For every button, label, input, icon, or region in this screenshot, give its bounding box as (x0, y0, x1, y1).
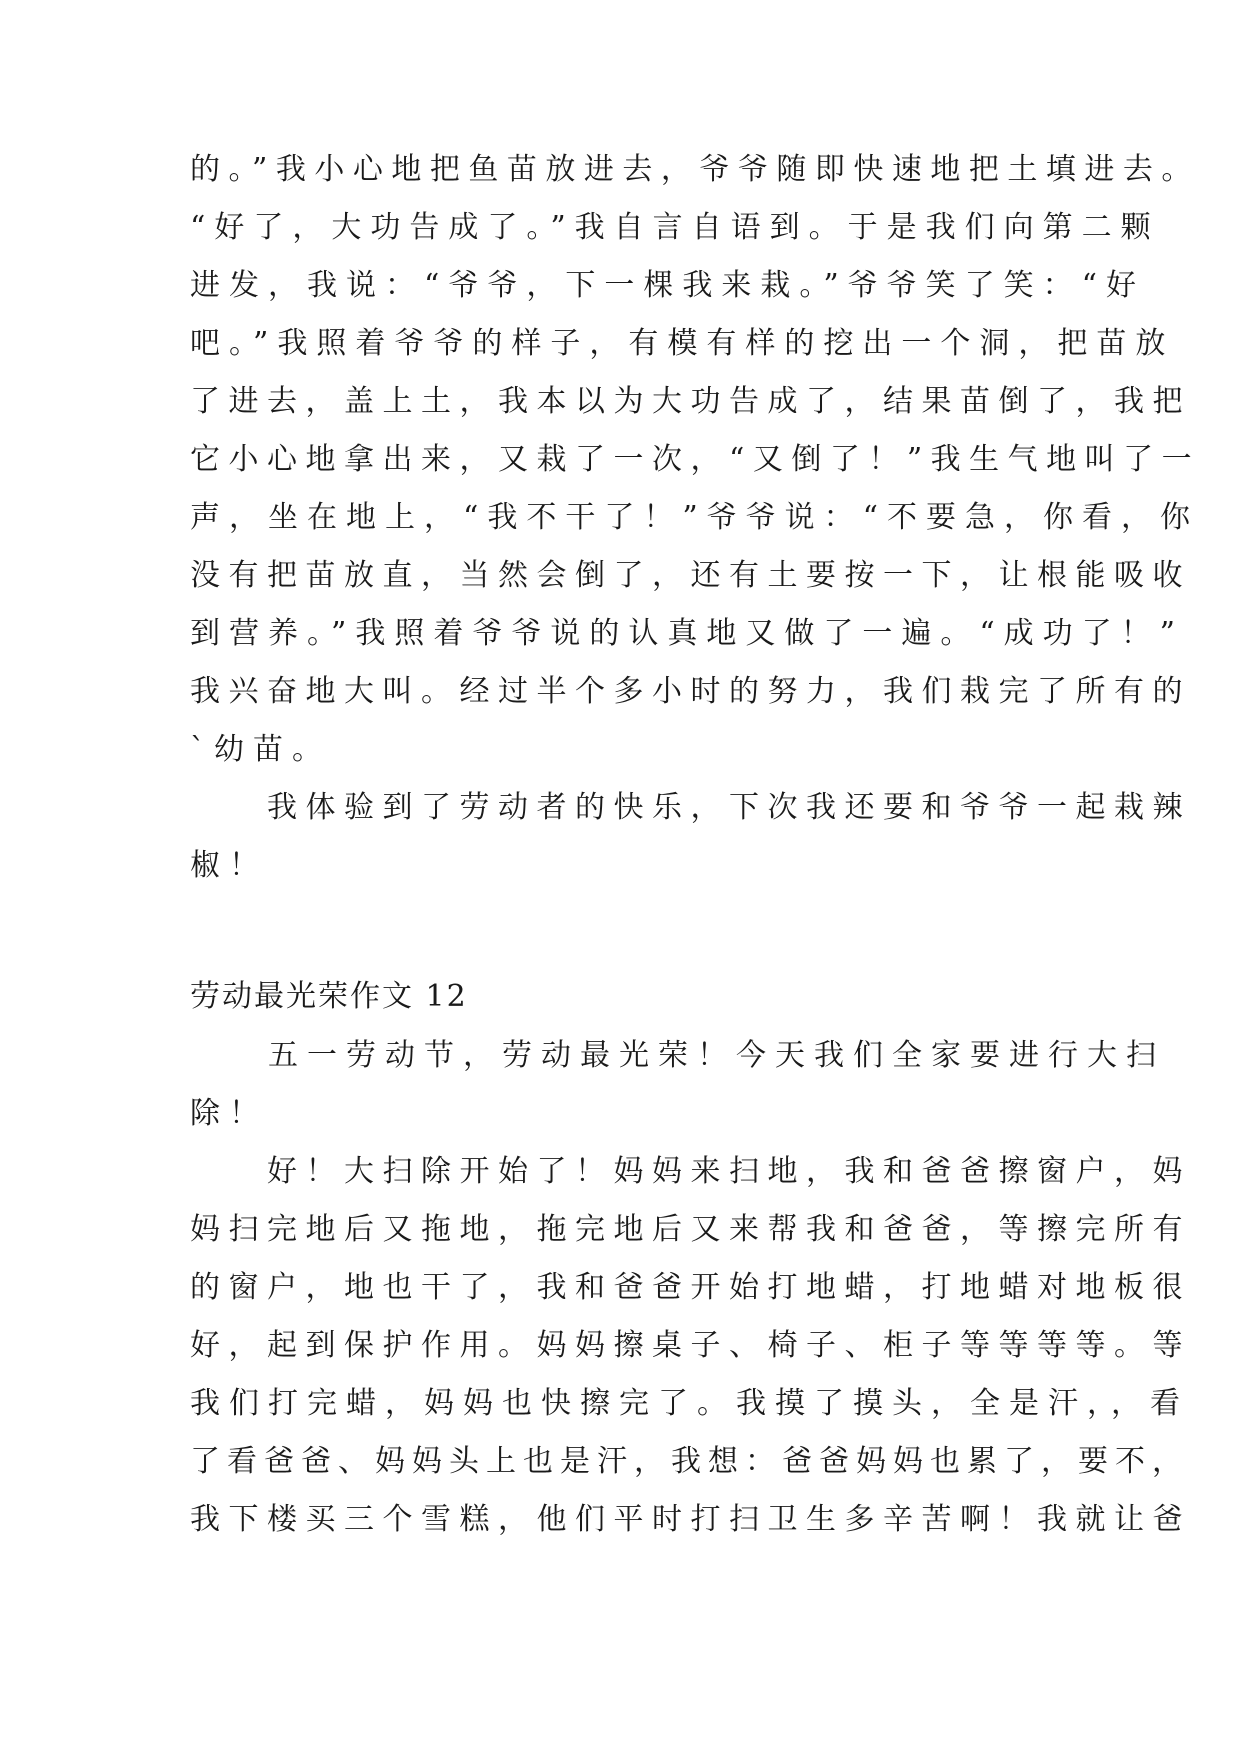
paragraph-line: 进发，我说：“爷爷，下一棵我来栽。”爷爷笑了笑：“好 (190, 268, 1146, 303)
paragraph-line: 了进去，盖上土，我本以为大功告成了，结果苗倒了，我把 (190, 384, 1191, 419)
paragraph-line: 五一劳动节，劳动最光荣！今天我们全家要进行大扫 (190, 1038, 1165, 1073)
paragraph-line: 妈扫完地后又拖地，拖完地后又来帮我和爸爸，等擦完所有 (190, 1212, 1191, 1247)
paragraph-line: 的窗户，地也干了，我和爸爸开始打地蜡，打地蜡对地板很 (190, 1270, 1191, 1305)
paragraph-line: 到营养。”我照着爷爷说的认真地又做了一遍。“成功了！” (190, 616, 1185, 651)
paragraph-line: 声，坐在地上，“我不干了！”爷爷说：“不要急，你看，你 (190, 500, 1200, 535)
paragraph-line: 我们打完蜡，妈妈也快擦完了。我摸了摸头，全是汗，，看 (190, 1386, 1189, 1421)
paragraph-line: 我兴奋地大叫。经过半个多小时的努力，我们栽完了所有的 (190, 674, 1191, 709)
paragraph-line: 除！ (190, 1096, 268, 1131)
paragraph-line: 好，起到保护作用。妈妈擦桌子、椅子、柜子等等等等。等 (190, 1328, 1191, 1363)
paragraph-line: 没有把苗放直，当然会倒了，还有土要按一下，让根能吸收 (190, 558, 1191, 593)
section-title: 劳动最光荣作文 12 (190, 979, 468, 1014)
paragraph-line: 我下楼买三个雪糕，他们平时打扫卫生多辛苦啊！我就让爸 (190, 1502, 1191, 1537)
paragraph-line: 我体验到了劳动者的快乐，下次我还要和爷爷一起栽辣 (190, 790, 1191, 825)
paragraph-line: “好了，大功告成了。”我自言自语到。于是我们向第二颗 (190, 210, 1160, 245)
paragraph-line: 它小心地拿出来，又栽了一次，“又倒了！”我生气地叫了一 (190, 442, 1201, 477)
paragraph-line: `幼苗。 (190, 732, 331, 767)
paragraph-line: 的。”我小心地把鱼苗放进去，爷爷随即快速地把土填进去。 (190, 152, 1200, 187)
paragraph-line: 吧。”我照着爷爷的样子，有模有样的挖出一个洞，把苗放 (190, 326, 1175, 361)
paragraph-line: 好！大扫除开始了！妈妈来扫地，我和爸爸擦窗户，妈 (190, 1154, 1191, 1189)
paragraph-line: 了看爸爸、妈妈头上也是汗，我想：爸爸妈妈也累了，要不， (190, 1444, 1189, 1479)
paragraph-line: 椒！ (190, 848, 268, 883)
